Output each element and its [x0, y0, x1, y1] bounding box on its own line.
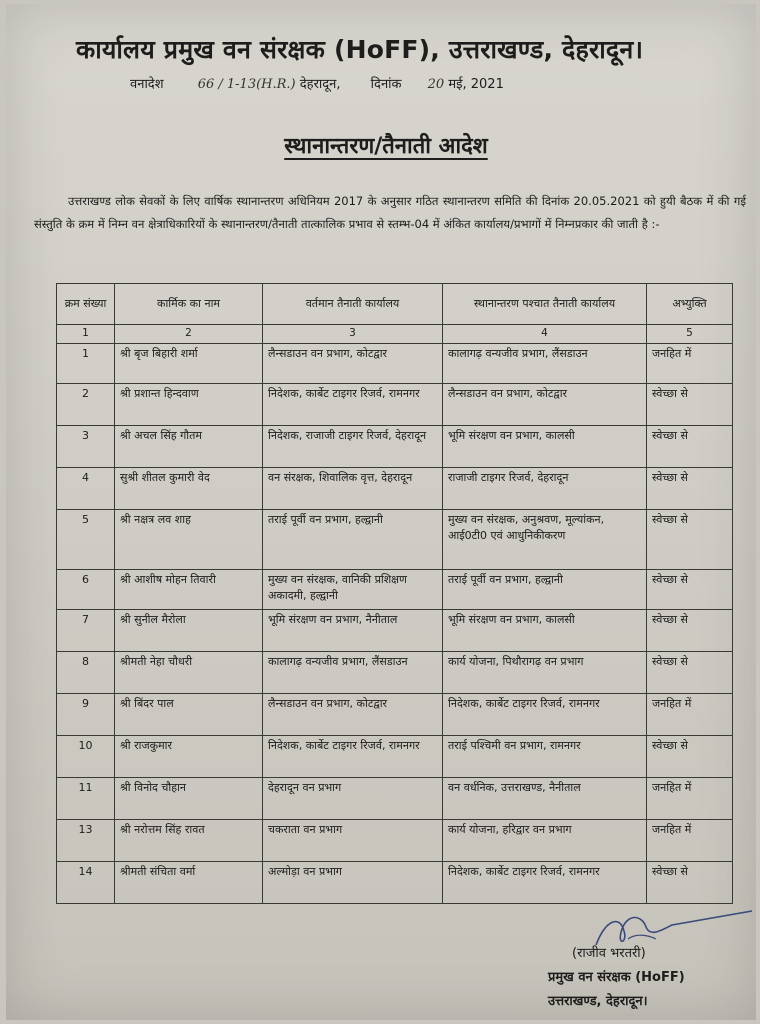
- serial-cell: 7: [57, 610, 115, 652]
- serial-cell: 11: [57, 778, 115, 820]
- document-page: [6, 4, 756, 1020]
- name-cell: श्री प्रशान्त हिन्दवाण: [115, 384, 263, 426]
- serial-cell: 2: [57, 384, 115, 426]
- remark-cell: स्वेच्छा से: [647, 468, 733, 510]
- current-posting-cell: वन संरक्षक, शिवालिक वृत्त, देहरादून: [263, 468, 443, 510]
- current-posting-cell: अल्मोड़ा वन प्रभाग: [263, 862, 443, 904]
- transfer-table: [56, 283, 733, 904]
- column-number: 5: [647, 325, 733, 344]
- remark-cell: जनहित में: [647, 344, 733, 384]
- remark-cell: जनहित में: [647, 820, 733, 862]
- ref-place: देहरादून,: [299, 77, 341, 92]
- serial-cell: 6: [57, 570, 115, 610]
- intro-paragraph: उत्तराखण्ड लोक सेवकों के लिए वार्षिक स्थानान्तरण अधिनियम 2017 के अनुसार गठित स्थानान्तरण समिति की दिनांक 20.05.2021 को हुयी बैठक में की गई संस्तुति के क्रम में निम्न वन क्षेत्राधिकारियों के स्थानान्तरण/तैनाती तात्कालिक प्रभाव से स्तम्भ-04 में अंकित कार्यालय/प्रभागों में निम्नप्रकार की जाती है :-: [34, 194, 746, 231]
- table-row: [57, 510, 733, 570]
- name-cell: श्री बिंदर पाल: [115, 694, 263, 736]
- new-posting-cell: मुख्य वन संरक्षक, अनुश्रवण, मूल्यांकन, आई0टी0 एवं आधुनिकीकरण: [443, 510, 647, 570]
- order-heading-text: स्थानान्तरण/तैनाती आदेश: [284, 134, 488, 159]
- name-cell: श्री राजकुमार: [115, 736, 263, 778]
- new-posting-cell: निदेशक, कार्बेट टाइगर रिजर्व, रामनगर: [443, 862, 647, 904]
- new-posting-cell: तराई पश्चिमी वन प्रभाग, रामनगर: [443, 736, 647, 778]
- remark-cell: जनहित में: [647, 694, 733, 736]
- serial-cell: 9: [57, 694, 115, 736]
- current-posting-cell: निदेशक, राजाजी टाइगर रिजर्व, देहरादून: [263, 426, 443, 468]
- serial-cell: 10: [57, 736, 115, 778]
- ref-prefix: वनादेश: [130, 77, 164, 92]
- table-row: [57, 610, 733, 652]
- new-posting-cell: कार्य योजना, हरिद्वार वन प्रभाग: [443, 820, 647, 862]
- current-posting-cell: देहरादून वन प्रभाग: [263, 778, 443, 820]
- table-row: [57, 468, 733, 510]
- header-serial: क्रम संख्या: [57, 284, 115, 325]
- remark-cell: स्वेच्छा से: [647, 610, 733, 652]
- table-row: [57, 570, 733, 610]
- name-cell: श्रीमती नेहा चौधरी: [115, 652, 263, 694]
- order-heading: [6, 130, 760, 160]
- table-row: [57, 862, 733, 904]
- new-posting-cell: तराई पूर्वी वन प्रभाग, हल्द्वानी: [443, 570, 647, 610]
- table-row: [57, 652, 733, 694]
- serial-cell: 13: [57, 820, 115, 862]
- table-row: [57, 384, 733, 426]
- remark-cell: स्वेच्छा से: [647, 862, 733, 904]
- name-cell: श्री बृज बिहारी शर्मा: [115, 344, 263, 384]
- signatory-name: (राजीव भरतरी): [572, 946, 646, 961]
- current-posting-cell: लैन्सडाउन वन प्रभाग, कोटद्वार: [263, 694, 443, 736]
- column-number: 2: [115, 325, 263, 344]
- date-day: 20: [427, 77, 445, 92]
- name-cell: श्री अचल सिंह गौतम: [115, 426, 263, 468]
- date-rest: मई, 2021: [448, 77, 504, 92]
- serial-cell: 3: [57, 426, 115, 468]
- remark-cell: स्वेच्छा से: [647, 510, 733, 570]
- serial-cell: 4: [57, 468, 115, 510]
- remark-cell: स्वेच्छा से: [647, 570, 733, 610]
- header-current-posting: वर्तमान तैनाती कार्यालय: [263, 284, 443, 325]
- new-posting-cell: लैन्सडाउन वन प्रभाग, कोटद्वार: [443, 384, 647, 426]
- header-remarks: अभ्युक्ति: [647, 284, 733, 325]
- current-posting-cell: चकराता वन प्रभाग: [263, 820, 443, 862]
- remark-cell: स्वेच्छा से: [647, 384, 733, 426]
- current-posting-cell: निदेशक, कार्बेट टाइगर रिजर्व, रामनगर: [263, 384, 443, 426]
- table-row: [57, 694, 733, 736]
- signatory-place: उत्तराखण्ड, देहरादून।: [548, 994, 648, 1009]
- serial-cell: 5: [57, 510, 115, 570]
- column-number-row: [57, 325, 733, 344]
- office-title: कार्यालय प्रमुख वन संरक्षक (HoFF), उत्तराखण्ड, देहरादून।: [76, 35, 644, 64]
- serial-cell: 1: [57, 344, 115, 384]
- table-row: [57, 778, 733, 820]
- current-posting-cell: लैन्सडाउन वन प्रभाग, कोटद्वार: [263, 344, 443, 384]
- name-cell: श्री नरोत्तम सिंह रावत: [115, 820, 263, 862]
- table-header-row: [57, 284, 733, 325]
- name-cell: श्री विनोद चौहान: [115, 778, 263, 820]
- new-posting-cell: राजाजी टाइगर रिजर्व, देहरादून: [443, 468, 647, 510]
- name-cell: श्रीमती संचिता वर्मा: [115, 862, 263, 904]
- current-posting-cell: तराई पूर्वी वन प्रभाग, हल्द्वानी: [263, 510, 443, 570]
- signatory-designation: प्रमुख वन संरक्षक (HoFF): [548, 970, 685, 985]
- header-name: कार्मिक का नाम: [115, 284, 263, 325]
- current-posting-cell: मुख्य वन संरक्षक, वानिकी प्रशिक्षण अकादमी, हल्द्वानी: [263, 570, 443, 610]
- current-posting-cell: निदेशक, कार्बेट टाइगर रिजर्व, रामनगर: [263, 736, 443, 778]
- name-cell: सुश्री शीतल कुमारी वेद: [115, 468, 263, 510]
- new-posting-cell: कार्य योजना, पिथौरागढ़ वन प्रभाग: [443, 652, 647, 694]
- name-cell: श्री नक्षत्र लव शाह: [115, 510, 263, 570]
- column-number: 1: [57, 325, 115, 344]
- table-row: [57, 426, 733, 468]
- date-prefix: दिनांक: [370, 77, 402, 92]
- ref-number: 66 / 1-13(H.R.): [197, 77, 296, 92]
- table-row: [57, 736, 733, 778]
- current-posting-cell: भूमि संरक्षण वन प्रभाग, नैनीताल: [263, 610, 443, 652]
- new-posting-cell: भूमि संरक्षण वन प्रभाग, कालसी: [443, 426, 647, 468]
- signature-block: [536, 909, 756, 1019]
- new-posting-cell: भूमि संरक्षण वन प्रभाग, कालसी: [443, 610, 647, 652]
- remark-cell: स्वेच्छा से: [647, 426, 733, 468]
- serial-cell: 8: [57, 652, 115, 694]
- header-new-posting: स्थानान्तरण पश्चात तैनाती कार्यालय: [443, 284, 647, 325]
- remark-cell: जनहित में: [647, 778, 733, 820]
- new-posting-cell: वन वर्धनिक, उत्तराखण्ड, नैनीताल: [443, 778, 647, 820]
- serial-cell: 14: [57, 862, 115, 904]
- order-reference-line: [130, 74, 650, 92]
- new-posting-cell: कालागढ़ वन्यजीव प्रभाग, लैंसडाउन: [443, 344, 647, 384]
- name-cell: श्री आशीष मोहन तिवारी: [115, 570, 263, 610]
- remark-cell: स्वेच्छा से: [647, 652, 733, 694]
- name-cell: श्री सुनील मैरोला: [115, 610, 263, 652]
- current-posting-cell: कालागढ़ वन्यजीव प्रभाग, लैंसडाउन: [263, 652, 443, 694]
- table-row: [57, 344, 733, 384]
- column-number: 4: [443, 325, 647, 344]
- new-posting-cell: निदेशक, कार्बेट टाइगर रिजर्व, रामनगर: [443, 694, 647, 736]
- column-number: 3: [263, 325, 443, 344]
- remark-cell: स्वेच्छा से: [647, 736, 733, 778]
- table-row: [57, 820, 733, 862]
